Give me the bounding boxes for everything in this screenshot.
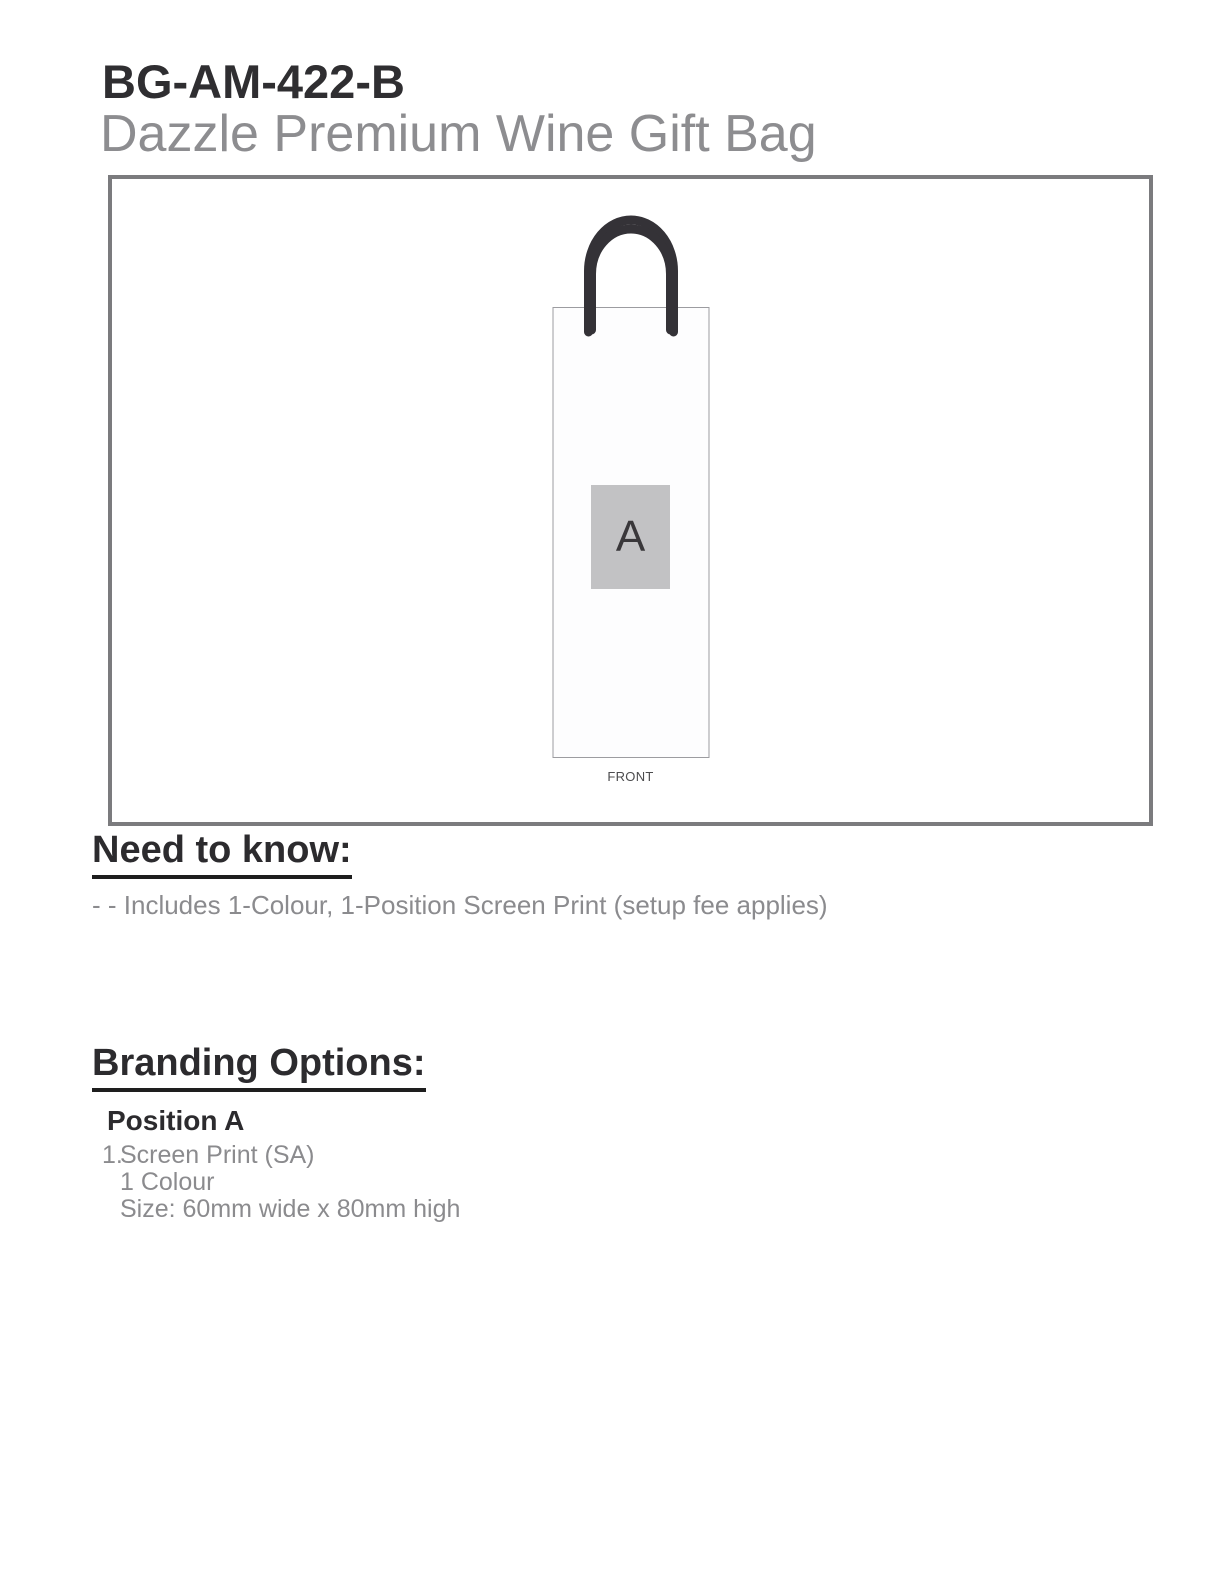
- branding-method-line: [102, 1142, 460, 1169]
- bag-body: [552, 307, 709, 758]
- product-code-title: BG-AM-422-B: [102, 55, 405, 108]
- branding-options-section: [92, 1044, 460, 1223]
- need-to-know-heading: Need to know:: [92, 831, 352, 879]
- branding-options-heading: Branding Options:: [92, 1044, 426, 1092]
- branding-details-list: [102, 1142, 460, 1223]
- bag-handles-icon: [552, 211, 709, 337]
- product-name-subtitle: Dazzle Premium Wine Gift Bag: [100, 105, 817, 163]
- brand-position-marker: A: [591, 485, 670, 589]
- need-to-know-section: [92, 831, 828, 921]
- position-a-title: Position A: [107, 1104, 245, 1136]
- branding-method-text: Screen Print (SA): [120, 1140, 315, 1169]
- wine-bag-illustration: [552, 211, 709, 784]
- branding-colour-text: 1 Colour: [120, 1167, 215, 1196]
- branding-list-number: 1.: [102, 1140, 123, 1169]
- product-preview-box: [108, 175, 1153, 826]
- front-view-label: FRONT: [607, 769, 654, 784]
- branding-size-text: Size: 60mm wide x 80mm high: [120, 1194, 461, 1223]
- need-to-know-note: - - Includes 1-Colour, 1-Position Screen Print (setup fee applies): [92, 889, 828, 920]
